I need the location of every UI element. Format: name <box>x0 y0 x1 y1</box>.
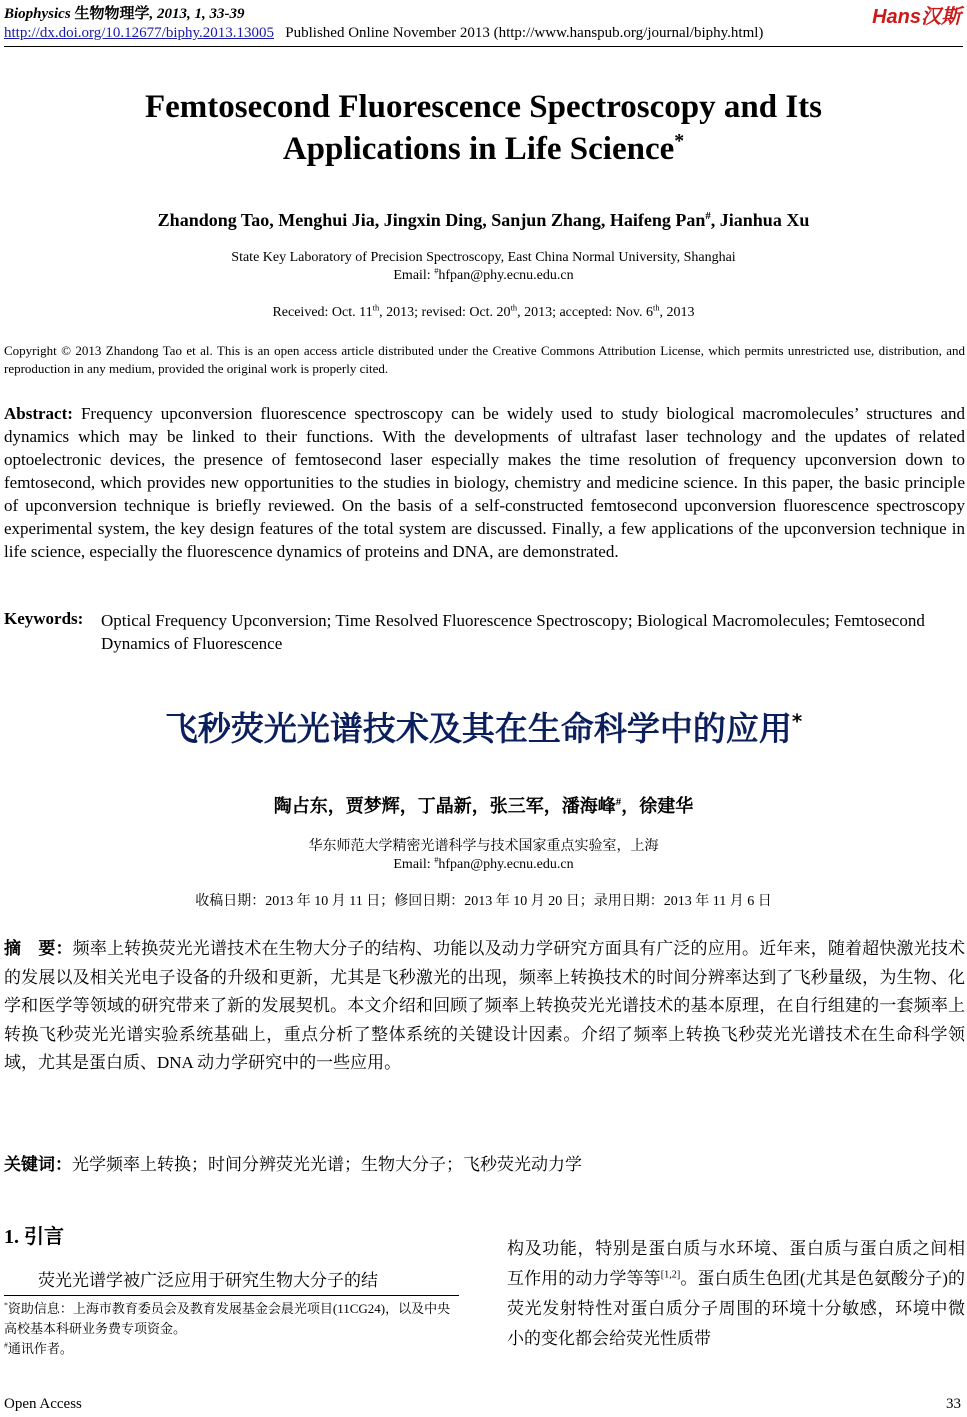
abstract-cn <box>4 935 965 1078</box>
title-en-mark: * <box>674 130 685 152</box>
affiliation-en: State Key Laboratory of Precision Spectroscopy, East China Normal University, Shanghai <box>231 250 736 265</box>
footnote-rule <box>4 1295 459 1296</box>
hans-logo: Hans汉斯 <box>872 6 961 28</box>
received-dates: Received: Oct. 11th, 2013; revised: Oct. 20th, 2013; accepted: Nov. 6th, 2013 <box>272 303 695 320</box>
keywords-cn-text: 光学频率上转换；时间分辨荧光光谱；生物大分子；飞秒荧光动力学 <box>72 1155 582 1174</box>
doi-line <box>4 25 763 42</box>
keywords-cn <box>4 1150 582 1175</box>
corresponding-mark: # <box>705 210 711 222</box>
citation-ref[interactable]: [1,2] <box>660 1269 681 1281</box>
footer-open-access: Open Access <box>4 1396 82 1412</box>
received-cn: 收稿日期：2013 年 10 月 11 日；修回日期：2013 年 10 月 20 日；录用日期：2013 年 11 月 6 日 <box>195 894 772 909</box>
abstract-cn-text: 频率上转换荧光光谱技术在生物大分子的结构、功能以及动力学研究方面具有广泛的应用。近年来，随着超快激光技术的发展以及相关光电子设备的升级和更新，尤其是飞秒激光的出现，频率上转换技术的时间分辨率达到了飞秒量级，为生物、化学和医学等领域的研究带来了新的发展契机。本文介绍和回顾了频率上转换荧光光谱技术的基本原理，在自行组建的一套频率上转换飞秒荧光光谱实验系统基础上，重点分析了整体系统的关键设计因素。介绍了频率上转换飞秒荧光光谱技术在生命科学领域，尤其是蛋白质、DNA 动力学研究中的一些应用。 <box>4 939 965 1072</box>
abstract-en <box>4 402 965 563</box>
title-cn-mark: * <box>791 710 803 733</box>
affiliation-cn: 华东师范大学精密光谱科学与技术国家重点实验室，上海 <box>308 839 659 854</box>
email-address[interactable]: hfpan@phy.ecnu.edu.cn <box>438 268 574 283</box>
journal-citation <box>4 2 244 23</box>
abstract-text: Frequency upconversion fluorescence spectroscopy can be widely used to study biological macromolecules’ structures and dynamics which may be linked to their functions. With the developments of ultrafast laser technology and the updates of related optoelectronic devices, the presence of femtosecond laser especially makes the time resolution of frequency upconversion down to femtosecond, which provides new opportunities to the studies in biology, chemistry and medicine science. In this paper, the basic principle of upconversion technique is briefly reviewed. On the basis of a self-constructed femtosecond upconversion fluorescence spectroscopy experimental system, the key design features of the total system are discussed. Finally, a few applications of the upconversion technique in life science, especially the fluorescence dynamics of proteins and DNA, are demonstrated. <box>4 404 966 561</box>
keywords-label: Keywords: <box>4 609 84 628</box>
email-cn: Email: #hfpan@phy.ecnu.edu.cn <box>393 855 574 872</box>
page-number: 33 <box>946 1396 961 1412</box>
section-1-title: 1. 引言 <box>4 1226 64 1248</box>
abstract-label: Abstract: <box>4 404 73 423</box>
footnotes <box>4 1299 459 1359</box>
email-en: Email: #hfpan@phy.ecnu.edu.cn <box>393 266 574 283</box>
header-rule <box>4 46 963 47</box>
citation: , 2013, 1, 33-39 <box>149 6 245 22</box>
keywords-cn-label: 关键词： <box>4 1155 72 1175</box>
title-en-line2: Applications in Life Science* <box>282 130 685 167</box>
journal-name-cn: 生物物理学 <box>74 6 150 22</box>
email-address-cn[interactable]: hfpan@phy.ecnu.edu.cn <box>438 857 574 872</box>
title-en <box>0 86 967 170</box>
doi-link[interactable]: http://dx.doi.org/10.12677/biphy.2013.13005 <box>4 25 275 41</box>
abstract-cn-label: 摘 要： <box>4 939 73 958</box>
title-cn: 飞秒荧光光谱技术及其在生命科学中的应用* <box>164 709 803 748</box>
keywords-text: Optical Frequency Upconversion; Time Resolved Fluorescence Spectroscopy; Biological Macromolecules; Femtosecond Dynamics of Fluorescence <box>101 611 925 653</box>
section-1-right-text: 构及功能，特别是蛋白质与水环境、蛋白质与蛋白质之间相互作用的动力学等等[1,2]。蛋白质生色团(尤其是色氨酸分子)的荧光发射特性对蛋白质分子周围的环境十分敏感，环境中微小的变化都会给荧光性质带 <box>507 1239 965 1348</box>
authors-en: Zhandong Tao, Menghui Jia, Jingxin Ding, Sanjun Zhang, Haifeng Pan#, Jianhua Xu <box>157 210 810 230</box>
footnote-corresponding: #通讯作者。 <box>4 1340 73 1356</box>
footnote-funding: *资助信息：上海市教育委员会及教育发展基金会晨光项目(11CG24)，以及中央高校基本科研业务费专项资金。 <box>4 1300 451 1336</box>
journal-name: Biophysics <box>4 6 71 22</box>
copyright: Copyright © 2013 Zhandong Tao et al. This is an open access article distributed under the Creative Commons Attribution License, which permits unrestricted use, distribution, and reproduction in any medium, provided the original work is properly cited. <box>4 343 965 376</box>
authors-cn: 陶占东，贾梦辉，丁晶新，张三军，潘海峰#，徐建华 <box>273 796 694 816</box>
title-en-line1: Femtosecond Fluorescence Spectroscopy and Its <box>144 89 823 125</box>
published-info: Published Online November 2013 (http://www.hanspub.org/journal/biphy.html) <box>285 25 764 41</box>
section-1-left-text: 荧光光谱学被广泛应用于研究生物大分子的结 <box>38 1271 378 1290</box>
